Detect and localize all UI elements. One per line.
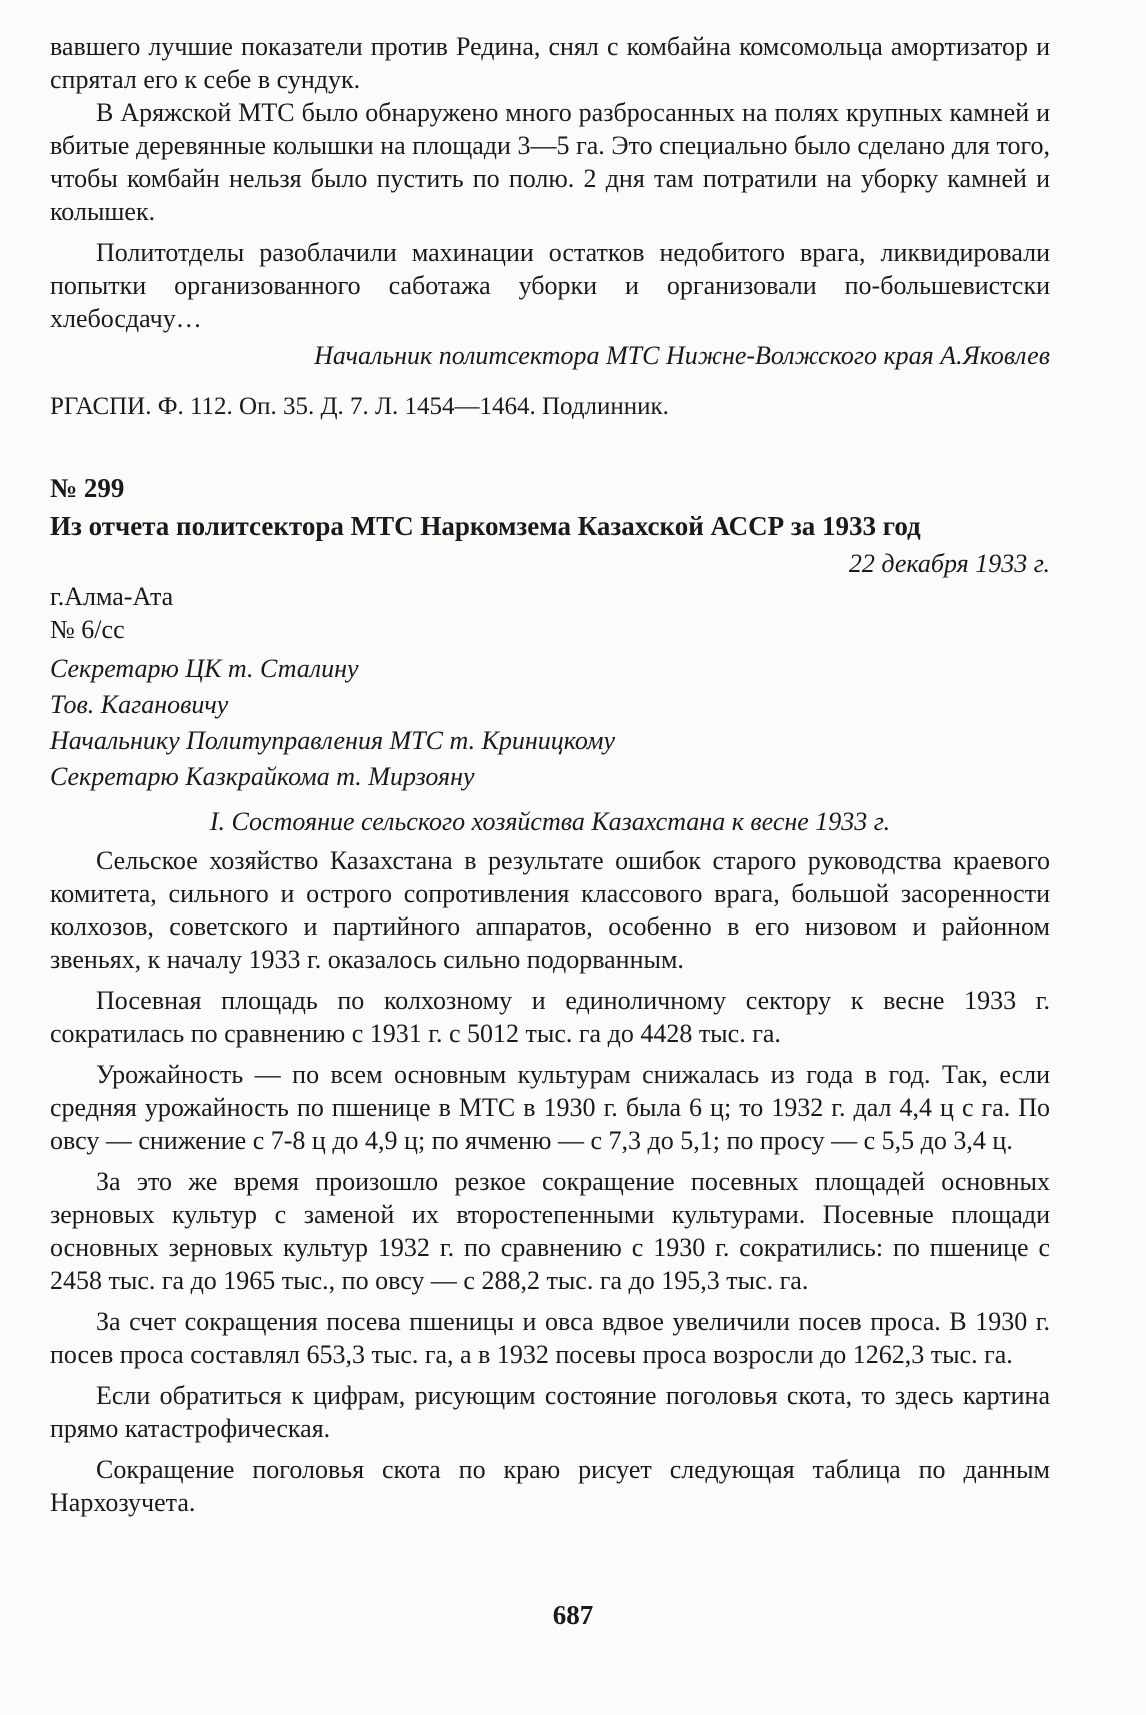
section-heading: I. Состояние сельского хозяйства Казахстана к весне 1933 г.	[209, 807, 891, 836]
place-line: г.Алма-Ата	[50, 582, 174, 611]
paragraph-aryazh-mts: В Аряжской МТС было обнаружено много разбросанных на полях крупных камней и вбитые деревянные колышки на площади 3—5 га. Это специально было сделано для того, чтобы комбайн нельзя было пустить по полю. 2 дня там потратили на уборку камней и колышек.	[50, 98, 1050, 226]
paragraph-millet: За счет сокращения посева пшеницы и овса вдвое увеличили посев проса. В 1930 г. посев проса составлял 653,3 тыс. га, а в 1932 посевы проса возросли до 1262,3 тыс. га.	[50, 1307, 1050, 1369]
text-column	[50, 30, 1050, 1519]
document-title: Из отчета политсектора МТС Наркомзема Казахской АССР за 1933 год	[50, 511, 921, 541]
reference-number: № 6/сс	[50, 615, 125, 644]
document-date: 22 декабря 1933 г.	[848, 549, 1050, 578]
addressee-krinitsky: Начальнику Политуправления МТС т. Криницкому	[50, 726, 616, 755]
paragraph-sown-area: Посевная площадь по колхозному и единоличному сектору к весне 1933 г. сократилась по сравнению с 1931 г. с 5012 тыс. га до 4428 тыс. га.	[50, 986, 1050, 1048]
addressee-block	[50, 652, 1050, 793]
signature-line: Начальник политсектора МТС Нижне-Волжского края А.Яковлев	[314, 341, 1050, 370]
paragraph-table-intro: Сокращение поголовья скота по краю рисует следующая таблица по данным Нархозучета.	[50, 1455, 1050, 1517]
paragraph-livestock: Если обратиться к цифрам, рисующим состояние поголовья скота, то здесь картина прямо катастрофическая.	[50, 1381, 1050, 1443]
addressee-mirzoyan: Секретарю Казкрайкома т. Мирзояну	[50, 762, 475, 791]
addressee-stalin: Секретарю ЦК т. Сталину	[50, 654, 359, 683]
archive-source: РГАСПИ. Ф. 112. Оп. 35. Д. 7. Л. 1454—1464. Подлинник.	[50, 393, 669, 420]
paragraph-politotdely: Политотделы разоблачили махинации остатков недобитого врага, ликвидировали попытки организованного саботажа уборки и организовали по-большевистски хлебосдачу…	[50, 238, 1050, 333]
paragraph-reduction: За это же время произошло резкое сокращение посевных площадей основных зерновых культур с заменой их второстепенными культурами. Посевные площади основных зерновых культур 1932 г. по сравнению с 1930 г. сократились: по пшенице с 2458 тыс. га до 1965 тыс., по овсу — с 288,2 тыс. га до 195,3 тыс. га.	[50, 1167, 1050, 1295]
paragraph-agriculture: Сельское хозяйство Казахстана в результате ошибок старого руководства краевого комитета, сильного и острого сопротивления классового врага, большой засоренности колхозов, советского и партийного аппаратов, особенно в его низовом и районном звеньях, к началу 1933 г. оказалось сильно подорванным.	[50, 846, 1050, 974]
document-number: № 299	[50, 473, 125, 503]
paragraph-yield: Урожайность — по всем основным культурам снижалась из года в год. Так, если средняя урожайность по пшенице в МТС в 1930 г. была 6 ц; то 1932 г. дал 4,4 ц с га. По овсу — снижение с 7-8 ц до 4,9 ц; по ячменю — с 7,3 до 5,1; по просу — с 5,5 до 3,4 ц.	[50, 1060, 1050, 1155]
addressee-kaganovich: Тов. Кагановичу	[50, 690, 229, 719]
page-number: 687	[552, 1600, 594, 1630]
paragraph-continuation: вавшего лучшие показатели против Редина, снял с комбайна комсомольца амортизатор и спрятал его к себе в сундук.	[50, 32, 1050, 94]
